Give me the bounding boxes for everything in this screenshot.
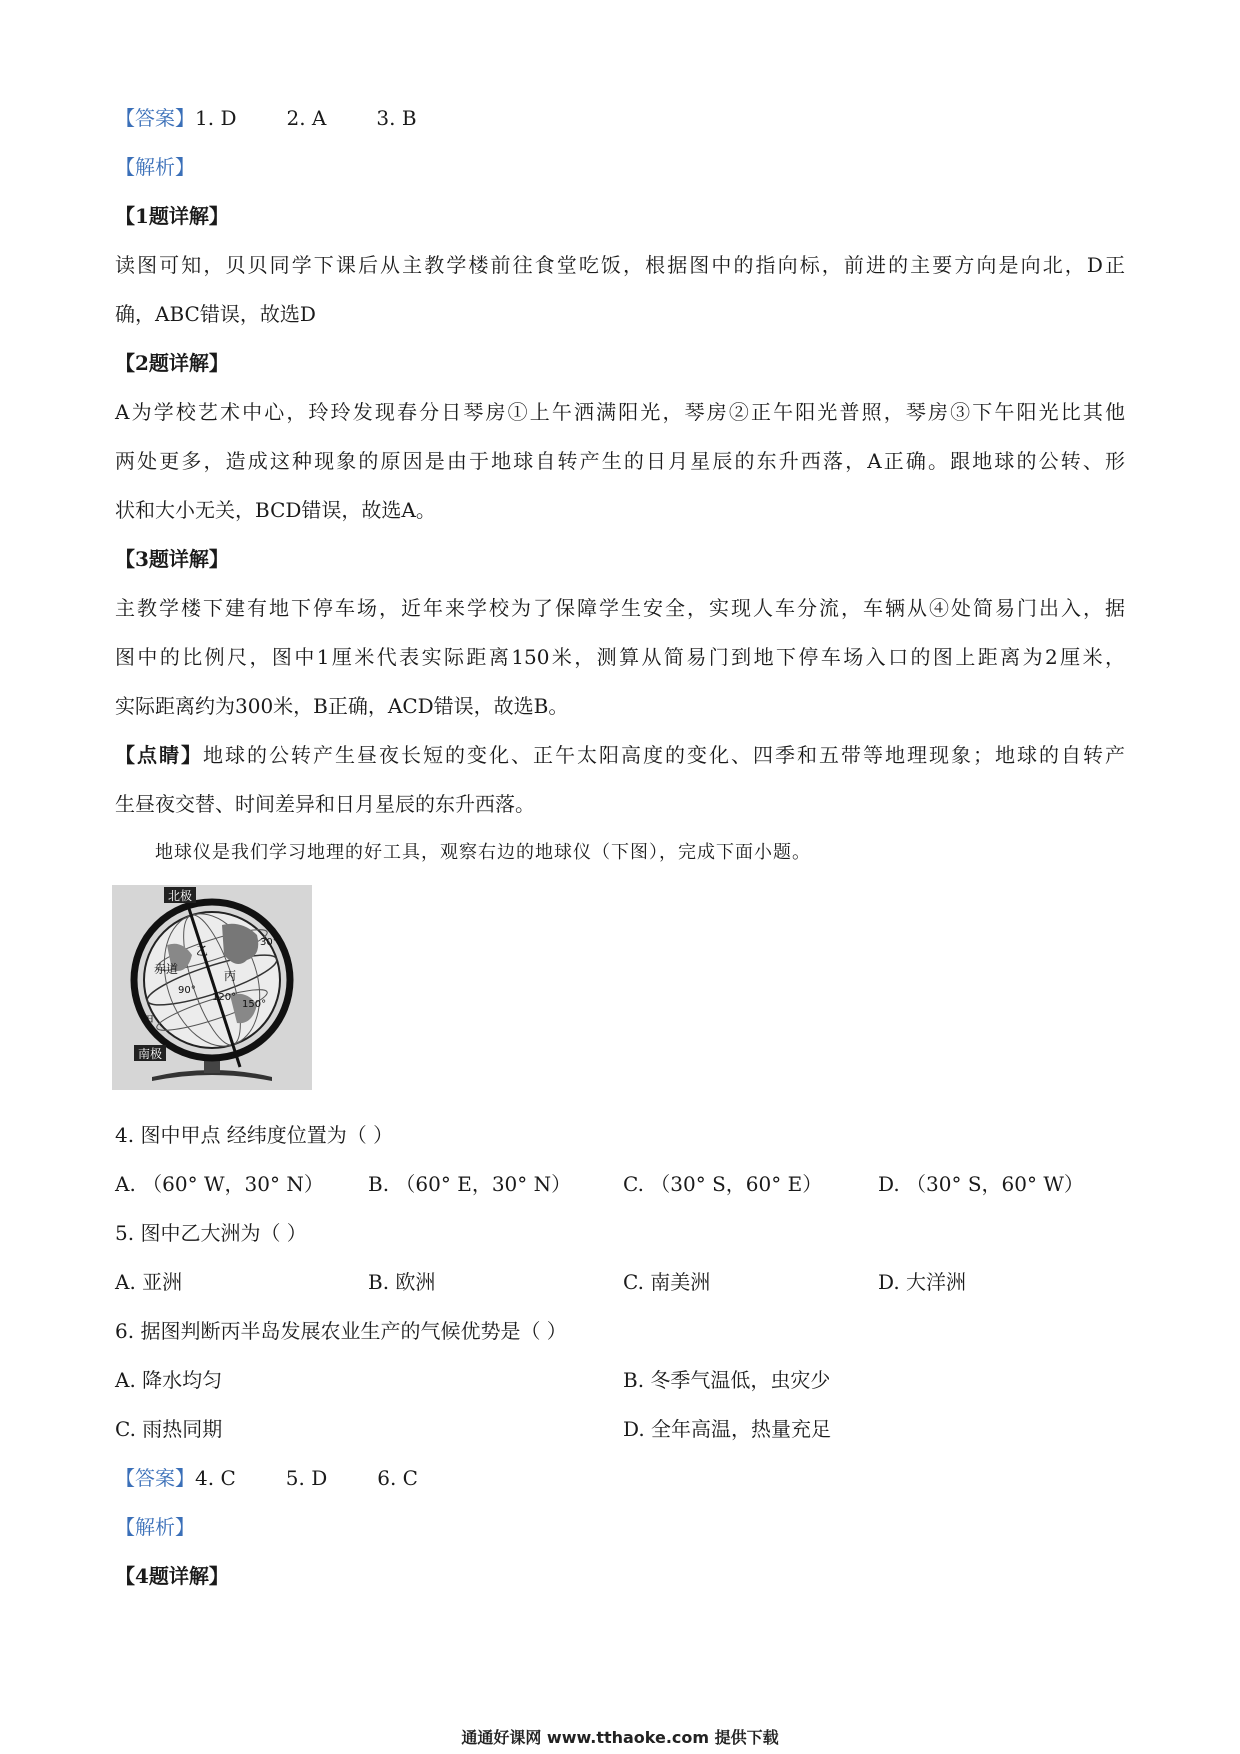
tip-line — [115, 741, 1125, 769]
analysis-tag: 【解析】 — [115, 155, 195, 179]
answer-item: 6. C — [377, 1466, 418, 1490]
continent-yi-label: 乙 — [196, 944, 209, 958]
option-b: B. 冬季气温低，虫灾少 — [623, 1368, 831, 1392]
option-d: D. 大洋洲 — [878, 1270, 967, 1294]
q4-detail-heading: 【4题详解】 — [115, 1564, 229, 1588]
option-a: A. 亚洲 — [115, 1270, 183, 1294]
tip-line: 生昼夜交替、时间差异和日月星辰的东升西落。 — [115, 792, 535, 816]
answer-item: 2. A — [286, 106, 327, 130]
q2-detail-line: 两处更多，造成这种现象的原因是由于地球自转产生的日月星辰的东升西落，A正确。跟地球的公转、形 — [115, 449, 1125, 473]
longitude-label: 90° — [178, 985, 196, 996]
globe-figure — [112, 885, 312, 1090]
question-intro: 地球仪是我们学习地理的好工具，观察右边的地球仪（下图），完成下面小题。 — [155, 842, 811, 863]
longitude-label: 120° — [212, 992, 237, 1003]
tip-tag: 【点睛】 — [115, 743, 203, 767]
point-jia-label: 甲 — [142, 1014, 155, 1028]
option-b: B. （60° E，30° N） — [368, 1172, 572, 1196]
q2-detail-heading: 【2题详解】 — [115, 351, 229, 375]
option-c: C. 南美洲 — [623, 1270, 711, 1294]
q1-detail-line: 确，ABC错误，故选D — [115, 302, 316, 326]
equator-label: 赤道 — [154, 962, 179, 976]
answer-item: 3. B — [376, 106, 417, 130]
option-c: C. 雨热同期 — [115, 1417, 223, 1441]
analysis-tag: 【解析】 — [115, 1515, 195, 1539]
latitude-label: 30° — [260, 937, 278, 948]
q3-detail-line: 实际距离约为300米，B正确，ACD错误，故选B。 — [115, 694, 569, 718]
globe-illustration — [112, 885, 312, 1090]
north-pole-label: 北极 — [168, 889, 193, 903]
question-stem: 6. 据图判断丙半岛发展农业生产的气候优势是（ ） — [115, 1319, 567, 1343]
q1-detail-line: 读图可知，贝贝同学下课后从主教学楼前往食堂吃饭，根据图中的指向标，前进的主要方向是向北，D正 — [115, 253, 1125, 277]
q3-detail-heading: 【3题详解】 — [115, 547, 229, 571]
q3-detail-line: 图中的比例尺，图中1厘米代表实际距离150米，测算从简易门到地下停车场入口的图上距离为2厘米， — [115, 645, 1125, 669]
peninsula-bing-label: 丙 — [224, 969, 237, 983]
option-c: C. （30° S，60° E） — [623, 1172, 823, 1196]
answer-tag: 【答案】 — [115, 106, 195, 130]
q2-detail-line: 状和大小无关，BCD错误，故选A。 — [115, 498, 436, 522]
question-stem: 5. 图中乙大洲为（ ） — [115, 1221, 307, 1245]
answer-line-1 — [115, 104, 417, 132]
answer-item: 1. D — [195, 106, 237, 130]
option-a: A. （60° W，30° N） — [115, 1172, 324, 1196]
answer-item: 4. C — [195, 1466, 236, 1490]
option-a: A. 降水均匀 — [115, 1368, 223, 1392]
q2-detail-line: A为学校艺术中心，玲玲发现春分日琴房①上午洒满阳光，琴房②正午阳光普照，琴房③下午阳光比其他 — [115, 400, 1125, 424]
answer-line-2 — [115, 1464, 418, 1492]
question-stem: 4. 图中甲点 经纬度位置为（ ） — [115, 1123, 394, 1147]
longitude-label: 150° — [242, 999, 267, 1010]
tip-text: 地球的公转产生昼夜长短的变化、正午太阳高度的变化、四季和五带等地理现象；地球的自转产 — [203, 743, 1125, 767]
option-d: D. 全年高温，热量充足 — [623, 1417, 832, 1441]
answer-tag: 【答案】 — [115, 1466, 195, 1490]
answer-item: 5. D — [285, 1466, 328, 1490]
south-pole-label: 南极 — [138, 1047, 163, 1061]
q3-detail-line: 主教学楼下建有地下停车场，近年来学校为了保障学生安全，实现人车分流，车辆从④处简易门出入，据 — [115, 596, 1125, 620]
q1-detail-heading: 【1题详解】 — [115, 204, 229, 228]
option-b: B. 欧洲 — [368, 1270, 436, 1294]
page-footer: 通通好课网 www.tthaoke.com 提供下载 — [461, 1728, 779, 1747]
option-d: D. （30° S，60° W） — [878, 1172, 1084, 1196]
